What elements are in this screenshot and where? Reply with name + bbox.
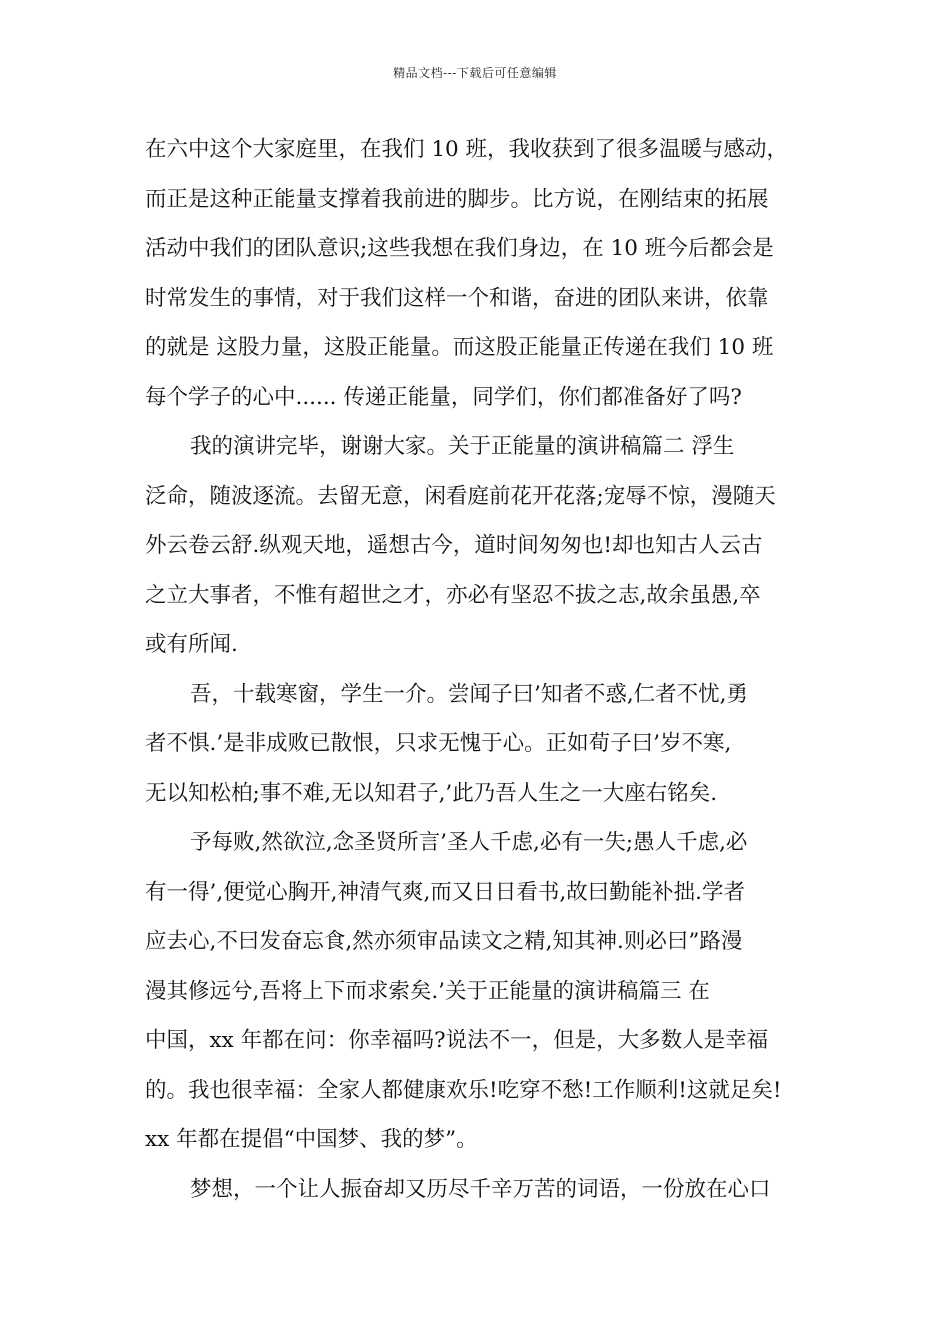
text-line: 者不惧.’是非成败已散恨，只求无愧于心。正如荀子曰’岁不寒, <box>145 731 732 756</box>
paragraph-start-line: 我的演讲完毕，谢谢大家。关于正能量的演讲稿篇二 浮生 <box>190 434 735 459</box>
text-line: 之立大事者，不惟有超世之才，亦必有坚忍不拔之志,故余虽愚,卒 <box>145 582 761 608</box>
text-line: 漫其修远兮,吾将上下而求索矣.’关于正能量的演讲稿篇三 在 <box>145 978 710 1004</box>
text-line: 每个学子的心中...... 传递正能量，同学们，你们都准备好了吗? <box>145 384 742 410</box>
text-line: 应去心,不曰发奋忘食,然亦须审品读文之精,知其神.则必曰”路漫 <box>145 929 743 954</box>
text-line: 中国，xx 年都在问：你幸福吗?说法不一，但是，大多数人是幸福 <box>145 1028 769 1053</box>
page-header: 精品文档---下载后可任意编辑 <box>393 66 557 80</box>
text-line: 泛命，随波逐流。去留无意，闲看庭前花开花落;宠辱不惊，漫随天 <box>145 483 776 509</box>
paragraph-start-line: 吾，十载寒窗，学生一介。尝闻子曰’知者不惑,仁者不忧,勇 <box>190 681 749 707</box>
text-line: 无以知松柏;事不难,无以知君子,’此乃吾人生之一大座右铭矣. <box>145 780 718 806</box>
text-line: xx 年都在提倡“中国梦、我的梦”。 <box>145 1127 478 1152</box>
paragraph-start-line: 予每败,然欲泣,念圣贤所言’圣人千虑,必有一失;愚人千虑,必 <box>190 830 748 855</box>
text-line: 时常发生的事情，对于我们这样一个和谐，奋进的团队来讲，依靠 <box>145 285 769 311</box>
text-line: 有一得’,便觉心胸开,神清气爽,而又日日看书,故曰勤能补拙.学者 <box>145 879 746 905</box>
text-line: 或有所闻. <box>145 632 238 657</box>
paragraph-start-line: 梦想，一个让人振奋却又历尽千辛万苦的词语，一份放在心口 <box>190 1176 771 1202</box>
text-line: 的就是 这股力量，这股正能量。而这股正能量正传递在我们 10 班 <box>145 335 774 360</box>
text-line: 活动中我们的团队意识;这些我想在我们身边，在 10 班今后都会是 <box>145 236 774 261</box>
text-line: 外云卷云舒.纵观天地，遥想古今，道时间匆匆也!却也知古人云古 <box>145 533 763 558</box>
document-body <box>145 130 810 1219</box>
text-line: 在六中这个大家庭里，在我们 10 班，我收获到了很多温暖与感动， <box>145 137 789 162</box>
text-line: 而正是这种正能量支撑着我前进的脚步。比方说，在刚结束的拓展 <box>145 186 769 212</box>
text-line: 的。我也很幸福：全家人都健康欢乐!吃穿不愁!工作顺利!这就足矣! <box>145 1077 782 1103</box>
